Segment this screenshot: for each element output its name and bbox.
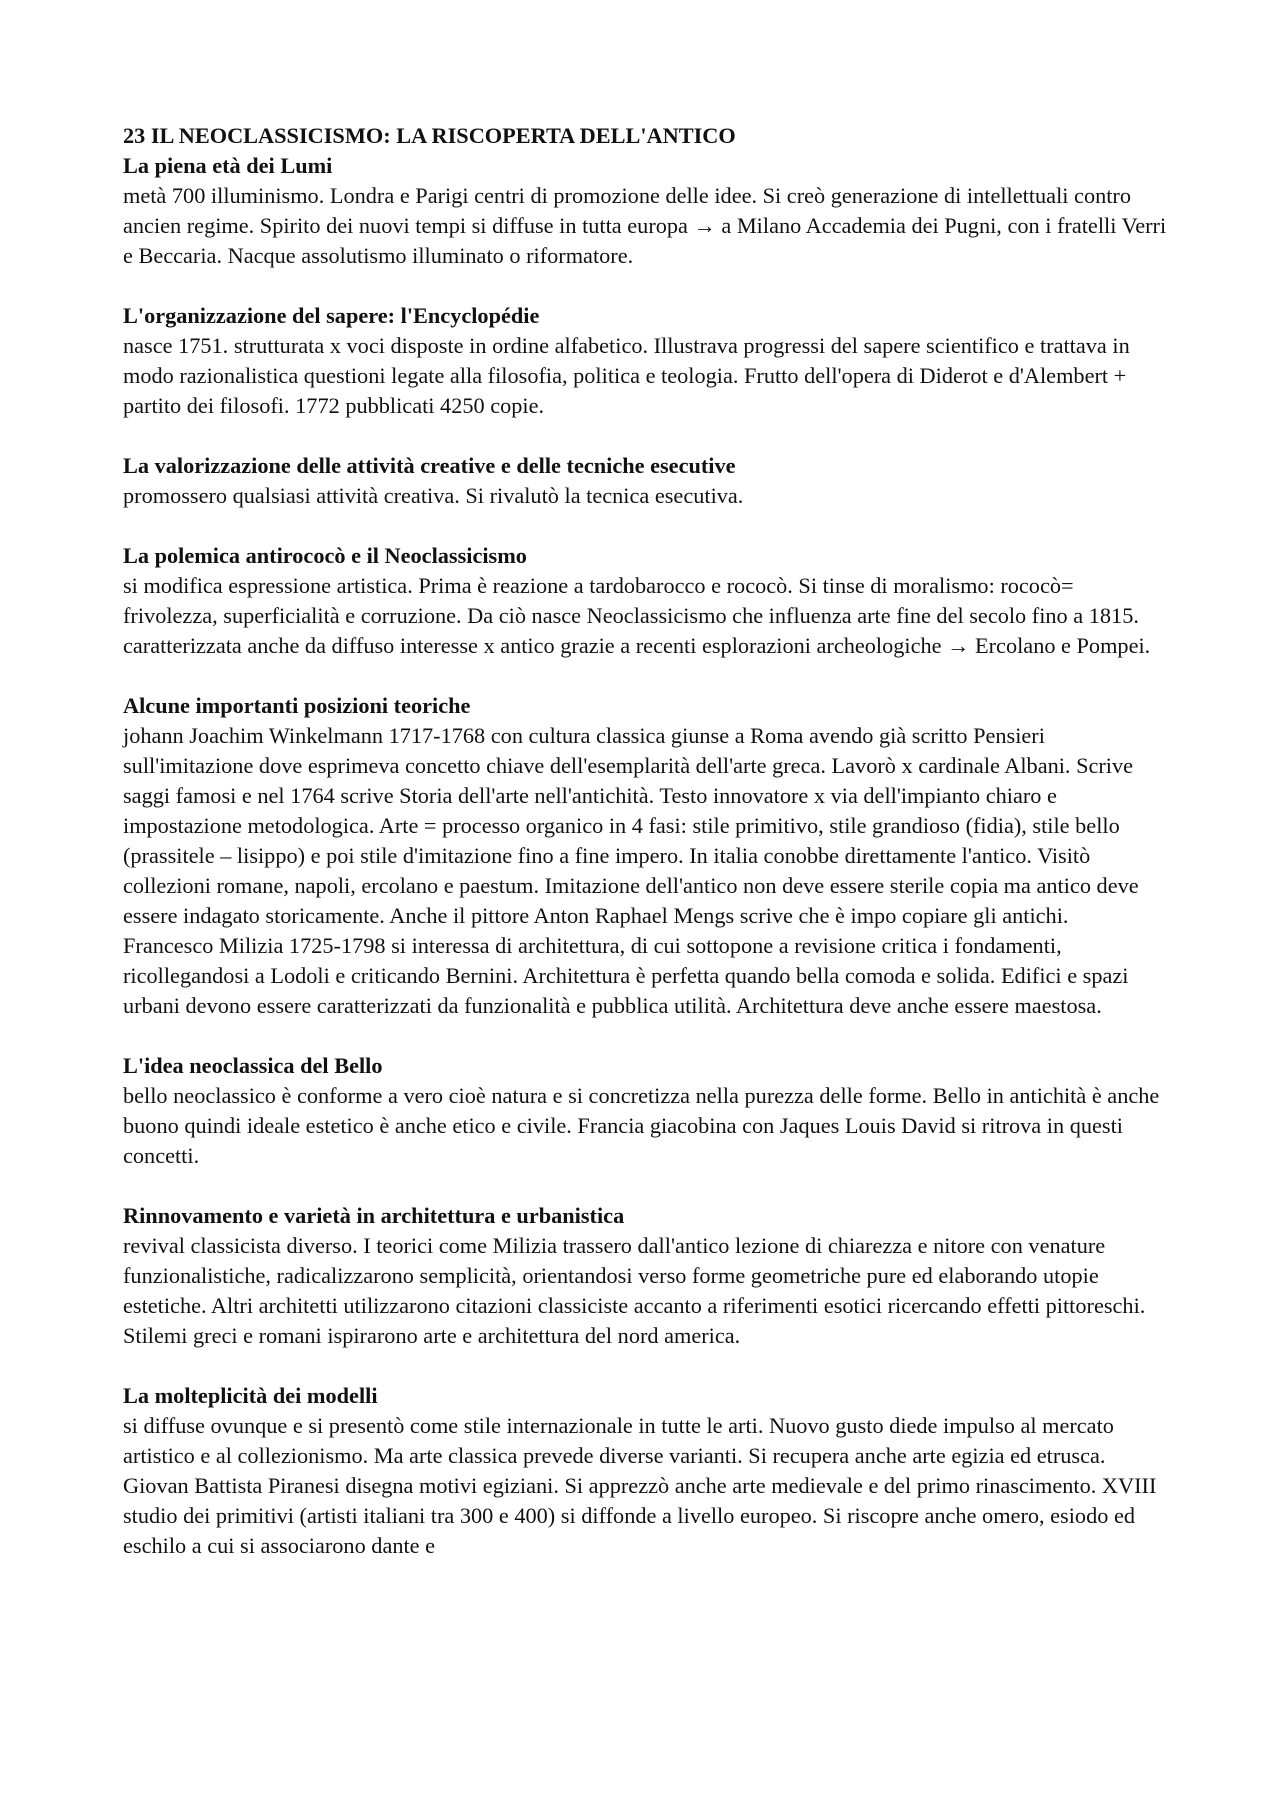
section-paragraph: Francesco Milizia 1725-1798 si interessa di architettura, di cui sottopone a revisione critica i fondamenti, ricollegandosi a Lodoli e criticando Bernini. Architettura è perfetta quando bella comoda e solida. Edifici e spazi urbani devono essere caratterizzati da funzionalità e pubblica utilità. Architettura deve anche essere maestosa.: [123, 933, 1129, 1018]
section-paragraph: si diffuse ovunque e si presentò come stile internazionale in tutte le arti. Nuovo gusto diede impulso al mercato artistico e al collezionismo. Ma arte classica prevede diverse varianti. Si recupera anche arte egizia ed etrusca. Giovan Battista Piranesi disegna motivi egiziani. Si apprezzò anche arte medievale e del primo rinascimento. XVIII studio dei primitivi (artisti italiani tra 300 e 400) si diffonde a livello europeo. Si riscopre anche omero, esiodo ed eschilo a cui si associarono dante e: [123, 1413, 1157, 1558]
section-paragraph: Stilemi greci e romani ispirarono arte e architettura del nord america.: [123, 1323, 741, 1348]
section-heading: La molteplicità dei modelli: [123, 1383, 378, 1408]
section-paragraph: johann Joachim Winkelmann 1717-1768 con cultura classica giunse a Roma avendo già scritto Pensieri sull'imitazione dove esprimeva concetto chiave dell'esemplarità dell'arte greca. Lavorò x cardinale Albani. Scrive saggi famosi e nel 1764 scrive Storia dell'arte nell'antichità. Testo innovatore x via dell'impianto chiaro e impostazione metodologica. Arte = processo organico in 4 fasi: stile primitivo, stile grandioso (fidia), stile bello (prassitele – lisippo) e poi stile d'imitazione fino a fine impero. In italia conobbe direttamente l'antico. Visitò collezioni romane, napoli, ercolano e paestum. Imitazione dell'antico non deve essere sterile copia ma antico deve essere indagato storicamente. Anche il pittore Anton Raphael Mengs scrive che è impo copiare gli antichi.: [123, 723, 1139, 928]
section-encyclopedie: [123, 301, 1173, 421]
section-lumi: [123, 151, 1173, 271]
document-page: [123, 121, 1173, 1591]
section-heading: Rinnovamento e varietà in architettura e urbanistica: [123, 1203, 625, 1228]
section-idea-bello: [123, 1051, 1173, 1171]
document-title: 23 IL NEOCLASSICISMO: LA RISCOPERTA DELL'ANTICO: [123, 123, 736, 148]
section-heading: L'organizzazione del sapere: l'Encyclopédie: [123, 303, 540, 328]
section-paragraph: revival classicista diverso. I teorici come Milizia trassero dall'antico lezione di chiarezza e nitore con venature funzionalistiche, radicalizzarono semplicità, orientandosi verso forme geometriche pure ed elaborando utopie estetiche. Altri architetti utilizzarono citazioni classiciste accanto a riferimenti esotici ricercando effetti pittoreschi.: [123, 1233, 1146, 1318]
section-heading: La valorizzazione delle attività creative e delle tecniche esecutive: [123, 453, 736, 478]
section-molteplicita-modelli: [123, 1381, 1173, 1561]
section-paragraph: bello neoclassico è conforme a vero cioè natura e si concretizza nella purezza delle forme. Bello in antichità è anche buono quindi ideale estetico è anche etico e civile. Francia giacobina con Jaques Louis David si ritrova in questi concetti.: [123, 1083, 1160, 1168]
section-architettura-urbanistica: [123, 1201, 1173, 1351]
section-paragraph: promossero qualsiasi attività creativa. Si rivalutò la tecnica esecutiva.: [123, 483, 744, 508]
section-paragraph: si modifica espressione artistica. Prima è reazione a tardobarocco e rococò. Si tinse di moralismo: rococò= frivolezza, superficialità e corruzione. Da ciò nasce Neoclassicismo che influenza arte fine del secolo fino a 1815. caratterizzata anche da diffuso interesse x antico grazie a recenti esplorazioni archeologiche → Ercolano e Pompei.: [123, 573, 1151, 658]
section-posizioni-teoriche: [123, 691, 1173, 1021]
section-heading: La piena età dei Lumi: [123, 153, 333, 178]
section-paragraph: nasce 1751. strutturata x voci disposte in ordine alfabetico. Illustrava progressi del sapere scientifico e trattava in modo razionalistica questioni legate alla filosofia, politica e teologia. Frutto dell'opera di Diderot e d'Alembert + partito dei filosofi. 1772 pubblicati 4250 copie.: [123, 333, 1130, 418]
section-heading: L'idea neoclassica del Bello: [123, 1053, 383, 1078]
section-antirococo: [123, 541, 1173, 661]
section-heading: La polemica antirococò e il Neoclassicismo: [123, 543, 527, 568]
section-valorizzazione: [123, 451, 1173, 511]
section-paragraph: metà 700 illuminismo. Londra e Parigi centri di promozione delle idee. Si creò generazione di intellettuali contro ancien regime. Spirito dei nuovi tempi si diffuse in tutta europa → a Milano Accademia dei Pugni, con i fratelli Verri e Beccaria. Nacque assolutismo illuminato o riformatore.: [123, 183, 1167, 268]
section-heading: Alcune importanti posizioni teoriche: [123, 693, 471, 718]
